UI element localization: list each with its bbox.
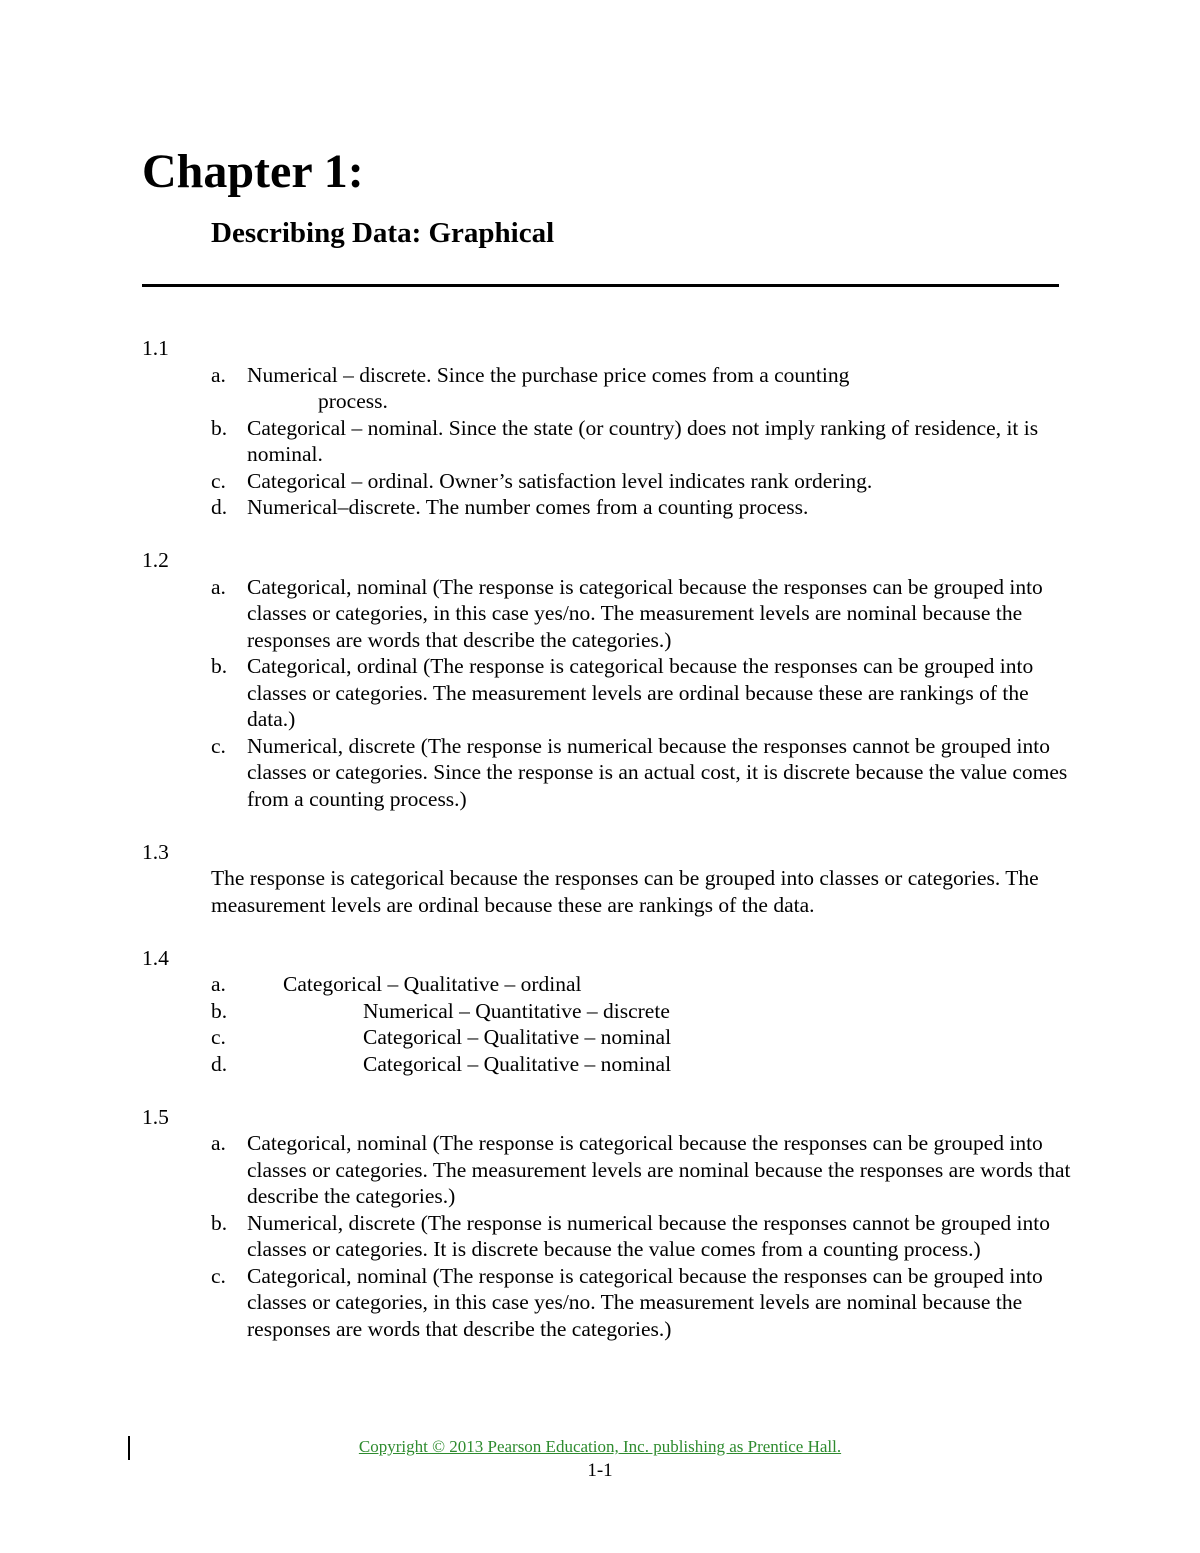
list-item [142, 468, 1072, 495]
section-number: 1.3 [142, 839, 169, 864]
copyright-link[interactable]: Copyright © 2013 Pearson Education, Inc. publishing as Prentice Hall. [358, 1437, 842, 1456]
list-item [142, 1024, 1072, 1051]
list-item [142, 1130, 1072, 1210]
item-label: b. [211, 415, 228, 440]
answers-content [142, 335, 1072, 1369]
item-text-continuation: process. [318, 389, 388, 413]
title-divider [142, 284, 1059, 287]
section-number: 1.2 [142, 548, 169, 572]
section-number: 1.5 [142, 1104, 169, 1129]
item-label: c. [211, 1263, 226, 1288]
section-1-5 [142, 1104, 1072, 1343]
item-text: Categorical – ordinal. Owner’s satisfaction level indicates rank ordering. [247, 468, 873, 493]
item-label: a. [211, 362, 226, 387]
item-text: Categorical – Qualitative – nominal [363, 1025, 672, 1049]
item-text: Categorical – Qualitative – nominal [363, 1051, 672, 1076]
section-1-1 [142, 335, 1072, 521]
item-text: Categorical, ordinal (The response is categorical because the responses can be grouped into classes or categories. The measurement levels are ordinal because these are rankings of the data.) [247, 654, 1034, 731]
list-item [142, 653, 1072, 733]
list-item [142, 998, 1072, 1025]
item-text: Numerical, discrete (The response is numerical because the responses cannot be grouped into classes or categories. Since the response is an actual cost, it is discrete because the value comes from a counting process.) [247, 733, 1068, 811]
list-item [142, 1051, 1072, 1078]
item-label: d. [211, 1051, 228, 1076]
answer-paragraph: The response is categorical because the responses can be grouped into classes or categories. The measurement levels are ordinal because these are rankings of the data. [211, 866, 1039, 917]
item-text: Categorical, nominal (The response is categorical because the responses can be grouped into classes or categories. The measurement levels are nominal because the responses are words that describe the categories.) [247, 1131, 1071, 1208]
item-label: b. [211, 654, 228, 678]
list-item [142, 574, 1072, 654]
item-label: c. [211, 733, 226, 758]
item-label: b. [211, 1210, 228, 1235]
list-item [142, 971, 1072, 998]
section-1-4 [142, 945, 1072, 1078]
chapter-title: Chapter 1: [142, 145, 364, 198]
item-text: Categorical, nominal (The response is categorical because the responses can be grouped into classes or categories, in this case yes/no. The measurement levels are nominal because the responses are words that describe the categories.) [247, 1263, 1043, 1341]
page-number: 1-1 [587, 1460, 613, 1481]
item-text: Numerical – discrete. Since the purchase price comes from a counting [247, 362, 850, 387]
section-number: 1.4 [142, 945, 169, 970]
item-label: c. [211, 1025, 226, 1049]
item-text: Categorical – Qualitative – ordinal [283, 972, 582, 996]
item-text: Numerical – Quantitative – discrete [363, 998, 670, 1023]
item-label: a. [211, 1131, 226, 1155]
item-text: Categorical, nominal (The response is categorical because the responses can be grouped into classes or categories, in this case yes/no. The measurement levels are nominal because the responses are words that describe the categories.) [247, 574, 1043, 652]
list-item [142, 494, 1072, 521]
item-text: Categorical – nominal. Since the state (or country) does not imply ranking of residence, it is nominal. [247, 415, 1039, 466]
section-1-3 [142, 839, 1072, 919]
item-text: Numerical, discrete (The response is numerical because the responses cannot be grouped into classes or categories. It is discrete because the value comes from a counting process.) [247, 1210, 1050, 1261]
item-label: d. [211, 495, 228, 519]
item-text: Numerical–discrete. The number comes from a counting process. [247, 495, 809, 519]
list-item [142, 415, 1072, 468]
list-item [142, 1210, 1072, 1263]
section-number: 1.1 [142, 336, 169, 360]
list-item [142, 1263, 1072, 1343]
list-item [142, 362, 1072, 415]
item-label: a. [211, 574, 226, 599]
list-item [142, 733, 1072, 813]
item-label: b. [211, 998, 228, 1023]
chapter-subtitle: Describing Data: Graphical [211, 217, 555, 249]
item-label: a. [211, 972, 226, 996]
section-1-2 [142, 547, 1072, 812]
item-label: c. [211, 468, 226, 493]
